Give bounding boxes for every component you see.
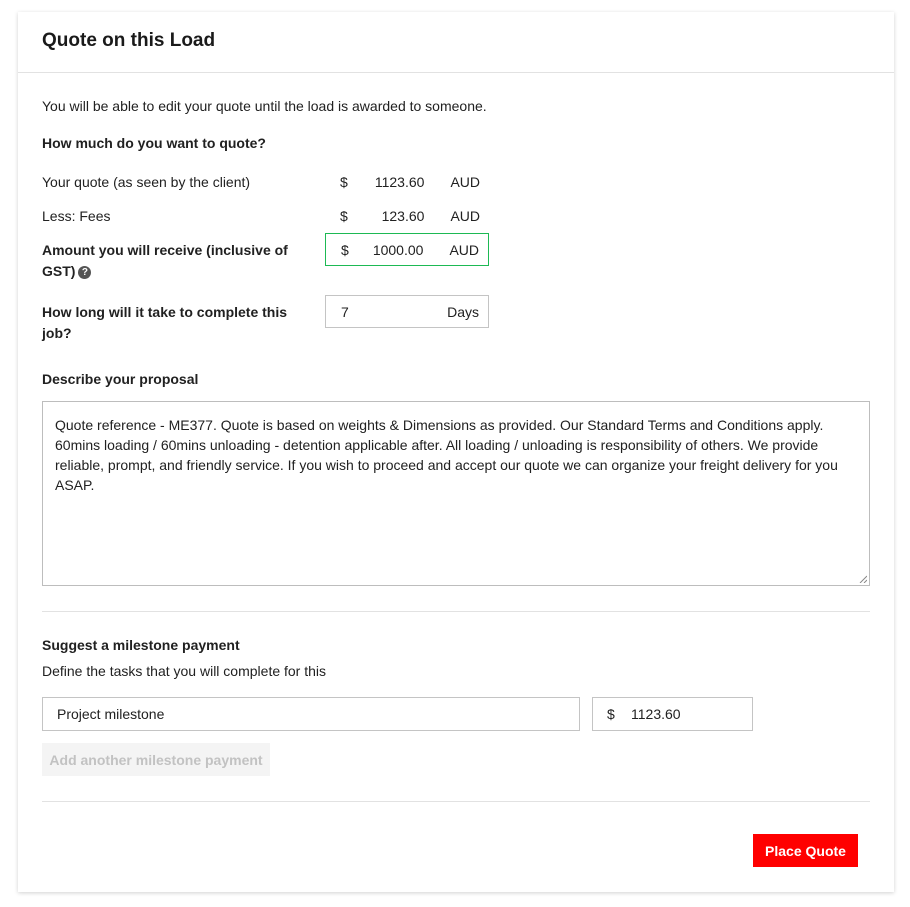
add-milestone-button[interactable]: Add another milestone payment [42, 743, 270, 776]
fees-value [325, 199, 489, 232]
milestone-amount-input[interactable] [592, 697, 753, 731]
help-icon[interactable]: ? [78, 266, 91, 279]
receive-label [42, 240, 292, 282]
currency-symbol: $ [607, 706, 615, 722]
duration-input[interactable] [325, 295, 489, 328]
currency-code: AUD [450, 207, 480, 224]
footer-divider [42, 801, 870, 802]
proposal-label: Describe your proposal [42, 371, 199, 387]
currency-code: AUD [450, 173, 480, 190]
currency-symbol: $ [340, 173, 348, 190]
quote-card [18, 12, 894, 892]
duration-unit: Days [447, 303, 479, 320]
client-quote-label: Your quote (as seen by the client) [42, 174, 251, 190]
currency-symbol: $ [340, 207, 348, 224]
amount: 1000.00 [372, 241, 424, 258]
header-divider [18, 72, 894, 73]
proposal-textarea[interactable] [42, 401, 870, 586]
duration-value: 7 [341, 303, 349, 320]
milestone-heading: Suggest a milestone payment [42, 637, 240, 653]
proposal-text: Quote reference - ME377. Quote is based on weights & Dimensions as provided. Our Standard Terms and Conditions apply. 60mins loading / 60mins unloading - detention applicable after. All loading / unloading is responsibility of others. We provide reliable, prompt, and friendly service. If you wish to proceed and accept our quote we can organize your freight delivery for you ASAP. [55, 417, 838, 493]
receive-amount-input[interactable] [325, 233, 489, 266]
amount: 1123.60 [374, 173, 425, 190]
milestone-amount-value: 1123.60 [631, 706, 681, 722]
client-quote-value [325, 165, 489, 198]
card-title: Quote on this Load [42, 30, 216, 51]
milestone-subtext: Define the tasks that you will complete for this [42, 663, 327, 679]
resize-handle-icon[interactable] [859, 575, 867, 583]
place-quote-button[interactable]: Place Quote [753, 834, 858, 867]
duration-label: How long will it take to complete this job? [42, 304, 288, 341]
amount: 123.60 [381, 207, 425, 224]
milestone-name-input[interactable] [42, 697, 580, 731]
currency-symbol: $ [341, 241, 349, 258]
section-divider [42, 611, 870, 612]
receive-label-text: Amount you will receive (inclusive of GST) [42, 242, 288, 279]
quote-heading: How much do you want to quote? [42, 135, 266, 151]
currency-code: AUD [449, 241, 479, 258]
intro-text: You will be able to edit your quote until the load is awarded to someone. [42, 98, 487, 114]
milestone-name-value: Project milestone [57, 706, 165, 722]
fees-label: Less: Fees [42, 208, 111, 224]
